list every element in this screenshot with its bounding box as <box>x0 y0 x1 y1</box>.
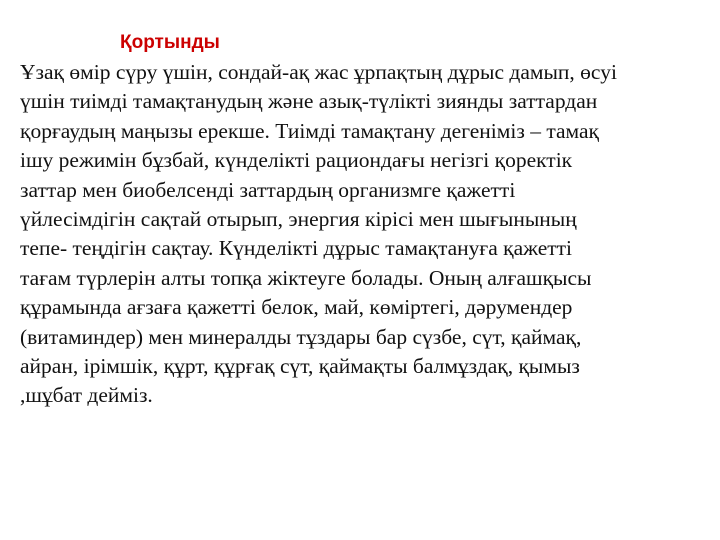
body-line: қорғаудың маңызы ерекше. Тиімді тамақтану дегеніміз – тамақ <box>20 118 599 143</box>
body-line: үйлесімдігін сақтай отырып, энергия кірісі мен шығынының <box>20 207 577 232</box>
body-line: айран, ірімшік, құрт, құрғақ сүт, қаймақты балмұздақ, қымыз <box>20 354 580 379</box>
body-line: үшін тиімді тамақтанудың және азық-түлікті зиянды заттардан <box>20 89 598 114</box>
body-line: заттар мен биобелсенді заттардың организмге қажетті <box>20 177 516 202</box>
slide-title: Қортынды <box>120 32 220 53</box>
body-line: ,шұбат дейміз. <box>20 383 153 408</box>
body-line: (витаминдер) мен минералды тұздары бар сүзбе, сүт, қаймақ, <box>20 324 582 349</box>
body-line: Ұзақ өмір сүру үшін, сондай-ақ жас ұрпақтың дұрыс дамып, өсуі <box>20 60 617 84</box>
body-line: тағам түрлерін алты топқа жіктеуге болады. Оның алғашқысы <box>20 265 592 290</box>
body-paragraph <box>20 58 710 411</box>
body-line: ішу режимін бұзбай, күнделікті рациондағы негізгі қоректік <box>20 148 573 173</box>
body-line: құрамында ағзаға қажетті белок, май, көміртегі, дәрумендер <box>20 295 573 320</box>
body-line: тепе- теңдігін сақтау. Күнделікті дұрыс тамақтануға қажетті <box>20 236 572 261</box>
